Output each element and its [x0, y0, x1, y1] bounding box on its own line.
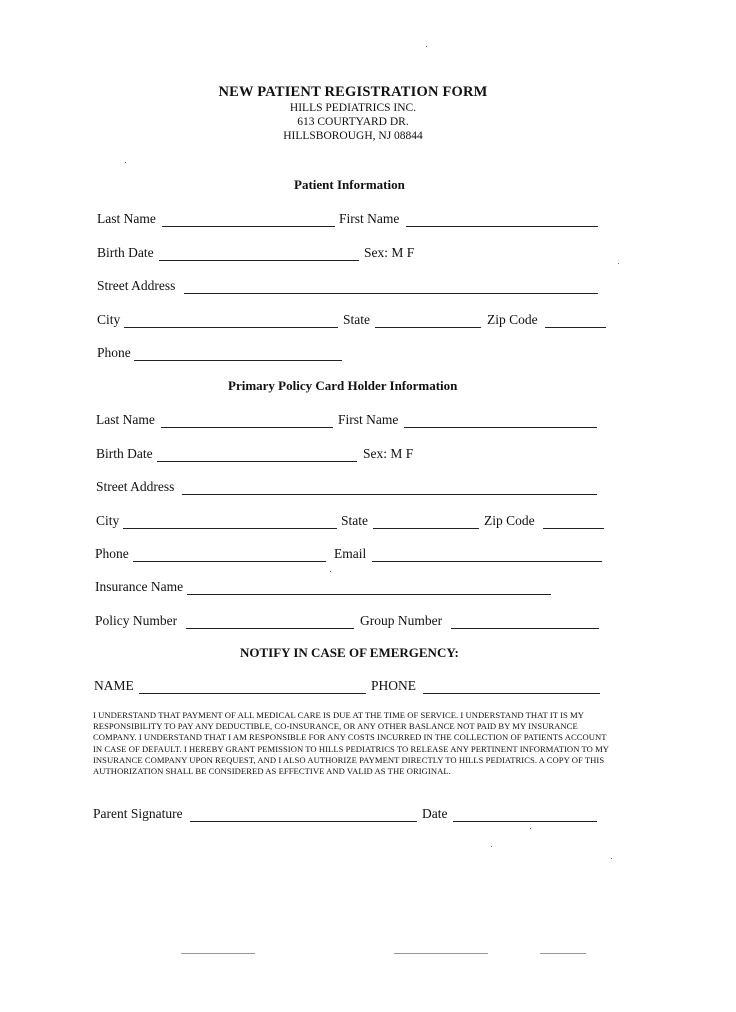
form-title: NEW PATIENT REGISTRATION FORM [218, 84, 488, 100]
holder-group-number-label: Group Number [360, 613, 443, 628]
emergency-section-title: NOTIFY IN CASE OF EMERGENCY: [240, 645, 459, 660]
holder-phone-label: Phone [95, 546, 129, 561]
holder-insurance-name-label: Insurance Name [95, 579, 184, 594]
scan-speck [125, 162, 126, 163]
patient-street-address-label: Street Address [97, 278, 176, 293]
holder-city-field[interactable] [123, 528, 337, 529]
patient-zip-label: Zip Code [487, 312, 538, 327]
policy-holder-section-title: Primary Policy Card Holder Information [228, 378, 458, 393]
holder-street-address-field[interactable] [182, 494, 597, 495]
holder-policy-row [0, 609, 736, 629]
patient-city-row [0, 308, 736, 328]
signature-row [0, 802, 736, 822]
emergency-name-label: NAME [94, 678, 134, 693]
patient-address-row [0, 274, 736, 294]
patient-first-name-field[interactable] [406, 226, 598, 227]
patient-phone-row [0, 341, 736, 361]
holder-insurance-name-field[interactable] [187, 594, 551, 595]
emergency-row [0, 674, 736, 694]
holder-last-name-field[interactable] [161, 427, 333, 428]
patient-birth-row [0, 241, 736, 261]
holder-city-label: City [96, 513, 120, 528]
patient-birth-date-label: Birth Date [97, 245, 154, 260]
patient-city-field[interactable] [124, 327, 338, 328]
holder-address-row [0, 475, 736, 495]
patient-phone-field[interactable] [134, 360, 342, 361]
parent-signature-label: Parent Signature [93, 806, 183, 821]
holder-sex-options[interactable]: Sex: M F [363, 446, 414, 461]
holder-state-field[interactable] [373, 528, 479, 529]
parent-signature-field[interactable] [190, 821, 417, 822]
holder-zip-label: Zip Code [484, 513, 535, 528]
holder-zip-field[interactable] [543, 528, 604, 529]
patient-phone-label: Phone [97, 345, 131, 360]
holder-insurance-row [0, 575, 736, 595]
payment-authorization-text: I UNDERSTAND THAT PAYMENT OF ALL MEDICAL CARE IS DUE AT THE TIME OF SERVICE. I UNDERSTAND THAT IT IS MY RESPONSIBILITY TO PAY ANY DEDUCTIBLE, CO-INSURANCE, OR ANY OTHER BASLANCE NOT PAID BY MY INSURANCE COMPANY. I UNDERSTAND THAT I AM RESPONSIBLE FOR ANY COSTS INCURRED IN THE COLLECTION OF PATIENTS ACCOUNT IN CASE OF DEFAULT. I HEREBY GRANT PEMISSION TO HILLS PEDIATRICS TO RELEASE ANY PERTINENT INFORMATION TO MY INSURANCE COMPANY UPON REQUEST, AND I ALSO AUTHORIZE PAYMENT DIRECTLY TO HILLS PEDIATRICS. A COPY OF THIS AUTHORIZATION SHALL BE CONSIDERED AS EFFECTIVE AND VALID AS THE ORIGINAL. [93, 710, 609, 777]
holder-phone-field[interactable] [133, 561, 326, 562]
patient-state-field[interactable] [375, 327, 481, 328]
patient-last-name-field[interactable] [162, 226, 335, 227]
signature-date-label: Date [422, 806, 448, 821]
patient-sex-options[interactable]: Sex: M F [364, 245, 415, 260]
scan-speck [530, 828, 531, 829]
clinic-address-line2: HILLSBOROUGH, NJ 08844 [283, 130, 423, 142]
emergency-phone-field[interactable] [423, 693, 600, 694]
clinic-name: HILLS PEDIATRICS INC. [289, 102, 417, 114]
patient-state-label: State [343, 312, 370, 327]
scan-speck [618, 263, 619, 264]
holder-last-name-label: Last Name [96, 412, 155, 427]
holder-first-name-label: First Name [338, 412, 399, 427]
emergency-name-field[interactable] [139, 693, 366, 694]
holder-birth-date-label: Birth Date [96, 446, 153, 461]
patient-name-row [0, 207, 736, 227]
clinic-address-line1: 613 COURTYARD DR. [297, 116, 409, 128]
holder-policy-number-field[interactable] [186, 628, 354, 629]
holder-birth-row [0, 442, 736, 462]
patient-street-address-field[interactable] [184, 293, 598, 294]
signature-date-field[interactable] [453, 821, 597, 822]
holder-email-label: Email [334, 546, 367, 561]
scan-speck [611, 858, 612, 859]
holder-state-label: State [341, 513, 368, 528]
scan-speck [330, 571, 331, 572]
scan-mark [394, 953, 488, 954]
holder-contact-row [0, 542, 736, 562]
holder-email-field[interactable] [372, 561, 602, 562]
holder-policy-number-label: Policy Number [95, 613, 178, 628]
patient-last-name-label: Last Name [97, 211, 156, 226]
patient-section-title: Patient Information [294, 177, 405, 192]
emergency-phone-label: PHONE [371, 678, 417, 693]
scan-speck [426, 46, 427, 47]
holder-name-row [0, 408, 736, 428]
patient-first-name-label: First Name [339, 211, 400, 226]
holder-street-address-label: Street Address [96, 479, 175, 494]
holder-birth-date-field[interactable] [157, 461, 357, 462]
patient-zip-field[interactable] [545, 327, 606, 328]
scan-speck [491, 846, 492, 847]
holder-group-number-field[interactable] [451, 628, 599, 629]
scan-mark [540, 953, 586, 954]
patient-birth-date-field[interactable] [159, 260, 359, 261]
scan-mark [181, 953, 255, 954]
holder-city-row [0, 509, 736, 529]
holder-first-name-field[interactable] [404, 427, 597, 428]
patient-city-label: City [97, 312, 121, 327]
form-header [0, 84, 736, 143]
